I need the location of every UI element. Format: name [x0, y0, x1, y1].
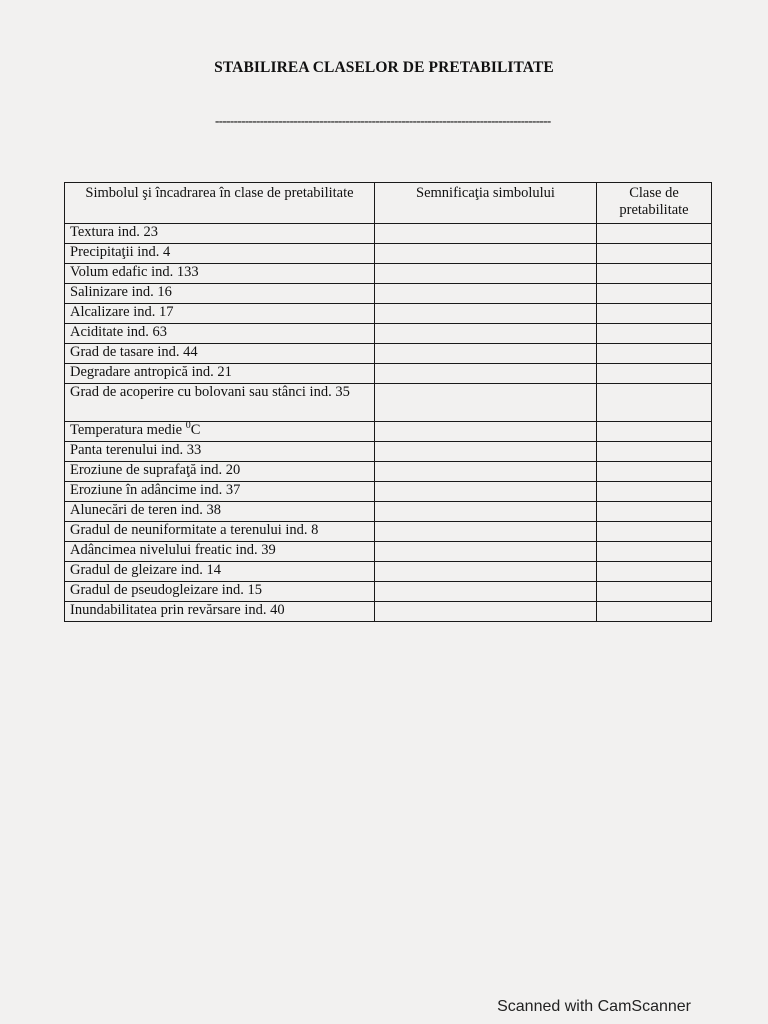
meaning-cell	[375, 462, 597, 482]
row-label-temperature	[65, 422, 375, 442]
class-cell	[597, 364, 712, 384]
header-classes: Clase de pretabilitate	[597, 183, 712, 224]
meaning-cell	[375, 522, 597, 542]
page-title: STABILIREA CLASELOR DE PRETABILITATE	[214, 59, 554, 76]
meaning-cell	[375, 542, 597, 562]
class-cell	[597, 482, 712, 502]
table-row	[65, 244, 712, 264]
table-row	[65, 324, 712, 344]
row-label: Alcalizare ind. 17	[65, 304, 375, 324]
meaning-cell	[375, 482, 597, 502]
row-label: Volum edafic ind. 133	[65, 264, 375, 284]
meaning-cell	[375, 602, 597, 622]
table-header-row	[65, 183, 712, 224]
meaning-cell	[375, 562, 597, 582]
class-cell	[597, 542, 712, 562]
meaning-cell	[375, 304, 597, 324]
table-row	[65, 364, 712, 384]
table-row	[65, 284, 712, 304]
row-label: Eroziune în adâncime ind. 37	[65, 482, 375, 502]
class-cell	[597, 422, 712, 442]
class-cell	[597, 602, 712, 622]
row-label: Grad de tasare ind. 44	[65, 344, 375, 364]
temperature-unit: C	[190, 422, 201, 438]
table-row	[65, 304, 712, 324]
row-label: Salinizare ind. 16	[65, 284, 375, 304]
row-label: Alunecări de teren ind. 38	[65, 502, 375, 522]
meaning-cell	[375, 224, 597, 244]
table-row	[65, 422, 712, 442]
row-label: Precipitaţii ind. 4	[65, 244, 375, 264]
meaning-cell	[375, 344, 597, 364]
row-label: Gradul de gleizare ind. 14	[65, 562, 375, 582]
meaning-cell	[375, 264, 597, 284]
header-symbol: Simbolul şi încadrarea în clase de pretabilitate	[65, 183, 375, 224]
camscanner-watermark: Scanned with CamScanner	[497, 998, 691, 1015]
table-row	[65, 224, 712, 244]
class-cell	[597, 384, 712, 422]
class-cell	[597, 224, 712, 244]
class-cell	[597, 244, 712, 264]
row-label: Degradare antropică ind. 21	[65, 364, 375, 384]
temperature-label: Temperatura medie	[70, 422, 183, 438]
class-cell	[597, 284, 712, 304]
pretability-table	[64, 182, 712, 622]
class-cell	[597, 502, 712, 522]
table-row	[65, 442, 712, 462]
header-meaning: Semnificaţia simbolului	[375, 183, 597, 224]
degree-superscript: 0	[185, 420, 191, 431]
row-label: Gradul de pseudogleizare ind. 15	[65, 582, 375, 602]
table-row	[65, 582, 712, 602]
table-row	[65, 522, 712, 542]
meaning-cell	[375, 284, 597, 304]
class-cell	[597, 324, 712, 344]
table-row	[65, 542, 712, 562]
meaning-cell	[375, 442, 597, 462]
row-label: Aciditate ind. 63	[65, 324, 375, 344]
meaning-cell	[375, 582, 597, 602]
class-cell	[597, 442, 712, 462]
class-cell	[597, 522, 712, 542]
row-label: Adâncimea nivelului freatic ind. 39	[65, 542, 375, 562]
class-cell	[597, 462, 712, 482]
class-cell	[597, 304, 712, 324]
meaning-cell	[375, 422, 597, 442]
table-row	[65, 602, 712, 622]
table-row	[65, 502, 712, 522]
row-label: Textura ind. 23	[65, 224, 375, 244]
table-row	[65, 264, 712, 284]
class-cell	[597, 264, 712, 284]
meaning-cell	[375, 384, 597, 422]
row-label: Panta terenului ind. 33	[65, 442, 375, 462]
row-label: Eroziune de suprafaţă ind. 20	[65, 462, 375, 482]
row-label: Gradul de neuniformitate a terenului ind. 8	[65, 522, 375, 542]
class-cell	[597, 562, 712, 582]
meaning-cell	[375, 364, 597, 384]
table-row	[65, 344, 712, 364]
meaning-cell	[375, 502, 597, 522]
dashed-separator: ------------------------------------------------------------------------------------------	[215, 116, 551, 126]
meaning-cell	[375, 324, 597, 344]
meaning-cell	[375, 244, 597, 264]
table-row	[65, 562, 712, 582]
table-row	[65, 384, 712, 422]
row-label: Inundabilitatea prin revărsare ind. 40	[65, 602, 375, 622]
table-row	[65, 482, 712, 502]
class-cell	[597, 344, 712, 364]
class-cell	[597, 582, 712, 602]
table-row	[65, 462, 712, 482]
row-label: Grad de acoperire cu bolovani sau stânci ind. 35	[65, 384, 375, 422]
